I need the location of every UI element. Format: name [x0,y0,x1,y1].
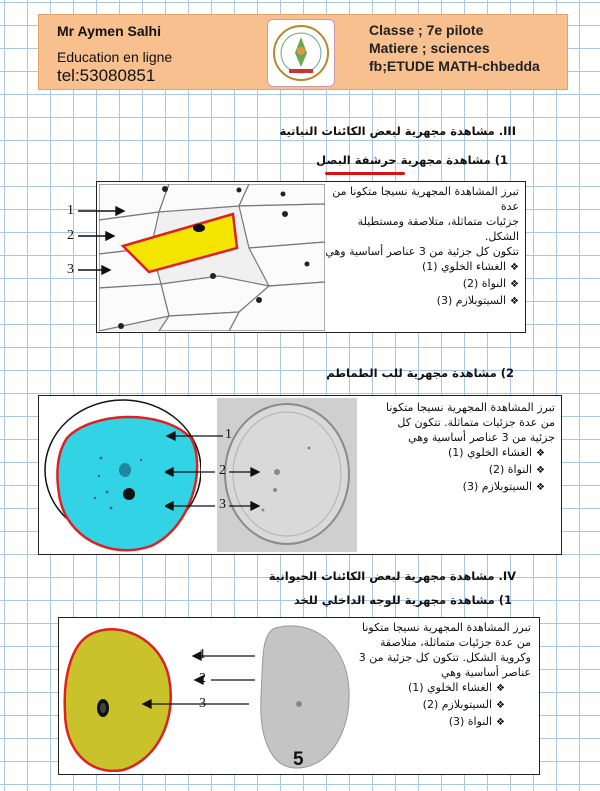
section-3-title: III. مشاهدة مجهرية لبعض الكائنات النباتية [279,124,516,138]
tomato-line-2: من عدة جزئيات متماثلة. تتكون كل [397,416,555,429]
tomato-description [359,400,555,496]
tomato-line-1: تبرز المشاهدة المجهرية نسيجا متكونا [385,401,555,414]
bullet-icon: ❖ [496,717,505,728]
onion-label-3: 3 [67,262,74,277]
class-label: Classe ; 7e pilote [369,22,484,38]
tomato-label-3: 3 [219,497,226,512]
onion-line-1: تبرز المشاهدة المجهرية نسيجا متكونا من عدة [332,185,519,213]
onion-item-2: ❖النواة (2) [462,277,519,290]
bullet-icon: ❖ [496,683,505,694]
bullet-icon: ❖ [536,482,545,493]
subject-label: Matiere ; sciences [369,40,490,56]
phone-number: tel:53080851 [57,66,156,85]
header-left [57,23,172,86]
tomato-line-3: جزئية من 3 عناصر أساسية وهي [408,431,555,444]
bullet-icon: ❖ [510,262,519,273]
tomato-arrows [165,424,261,518]
cheek-figure-box [58,617,540,775]
section-3-sub1-title: 1) مشاهدة مجهرية حرشفة البصل [316,153,508,167]
bullet-icon: ❖ [536,465,545,476]
school-logo [267,19,335,87]
onion-item-3: ❖السيتوبلازم (3) [436,294,519,307]
title-underline [325,172,405,175]
onion-description [323,184,519,310]
cheek-item-3: ❖النواة (3) [448,715,505,728]
tomato-item-2: ❖النواة (2) [488,463,545,476]
onion-arrows [76,200,166,280]
facebook-label: fb;ETUDE MATH-chbedda [369,58,540,74]
section-3-sub2-title: 2) مشاهدة مجهرية للب الطماطم [326,366,514,380]
cheek-label-1: 1 [199,647,206,662]
cheek-description [351,620,531,731]
tomato-item-1: ❖الغشاء الخلوي (1) [447,446,545,459]
header-right [369,22,540,76]
cheek-line-2: من عدة جزئيات متماثلة، متلاصقة [380,636,531,649]
logo-icon [271,23,331,83]
cheek-item-1: ❖الغشاء الخلوي (1) [407,681,505,694]
onion-label-1: 1 [67,203,74,218]
page-number: 5 [293,749,304,770]
cheek-label-2: 2 [199,671,206,686]
onion-line-3: تتكون كل جزئية من 3 عناصر أساسية وهي [325,245,519,258]
onion-item-1: ❖الغشاء الخلوي (1) [421,260,519,273]
onion-line-2: جزئيات متماثلة، متلاصقة ومستطيلة الشكل. [357,215,519,243]
education-label: Education en ligne [57,49,173,65]
tomato-label-1: 1 [225,427,232,442]
cheek-micrograph [255,620,355,772]
bullet-icon: ❖ [510,296,519,307]
section-4-title: IV. مشاهدة مجهرية لبعض الكائنات الحيوانية [268,569,516,583]
bullet-icon: ❖ [496,700,505,711]
cheek-item-2: ❖السيتوبلازم (2) [422,698,505,711]
cheek-line-4: عناصر أساسية وهي [441,666,531,679]
cheek-label-3: 3 [199,696,206,711]
bullet-icon: ❖ [536,448,545,459]
cheek-line-1: تبرز المشاهدة المجهرية نسيجا متكونا [361,621,531,634]
onion-label-2: 2 [67,228,74,243]
tomato-label-2: 2 [219,463,226,478]
bullet-icon: ❖ [510,279,519,290]
section-4-sub1-title: 1) مشاهدة مجهرية للوجه الداخلي للخد [293,593,512,607]
teacher-name: Mr Aymen Salhi [57,23,161,39]
tomato-item-3: ❖السيتوبلازم (3) [462,480,545,493]
header-banner [38,14,568,90]
tomato-figure-box [38,395,562,555]
cheek-line-3: وكروية الشكل. تتكون كل جزئية من 3 [358,651,531,664]
